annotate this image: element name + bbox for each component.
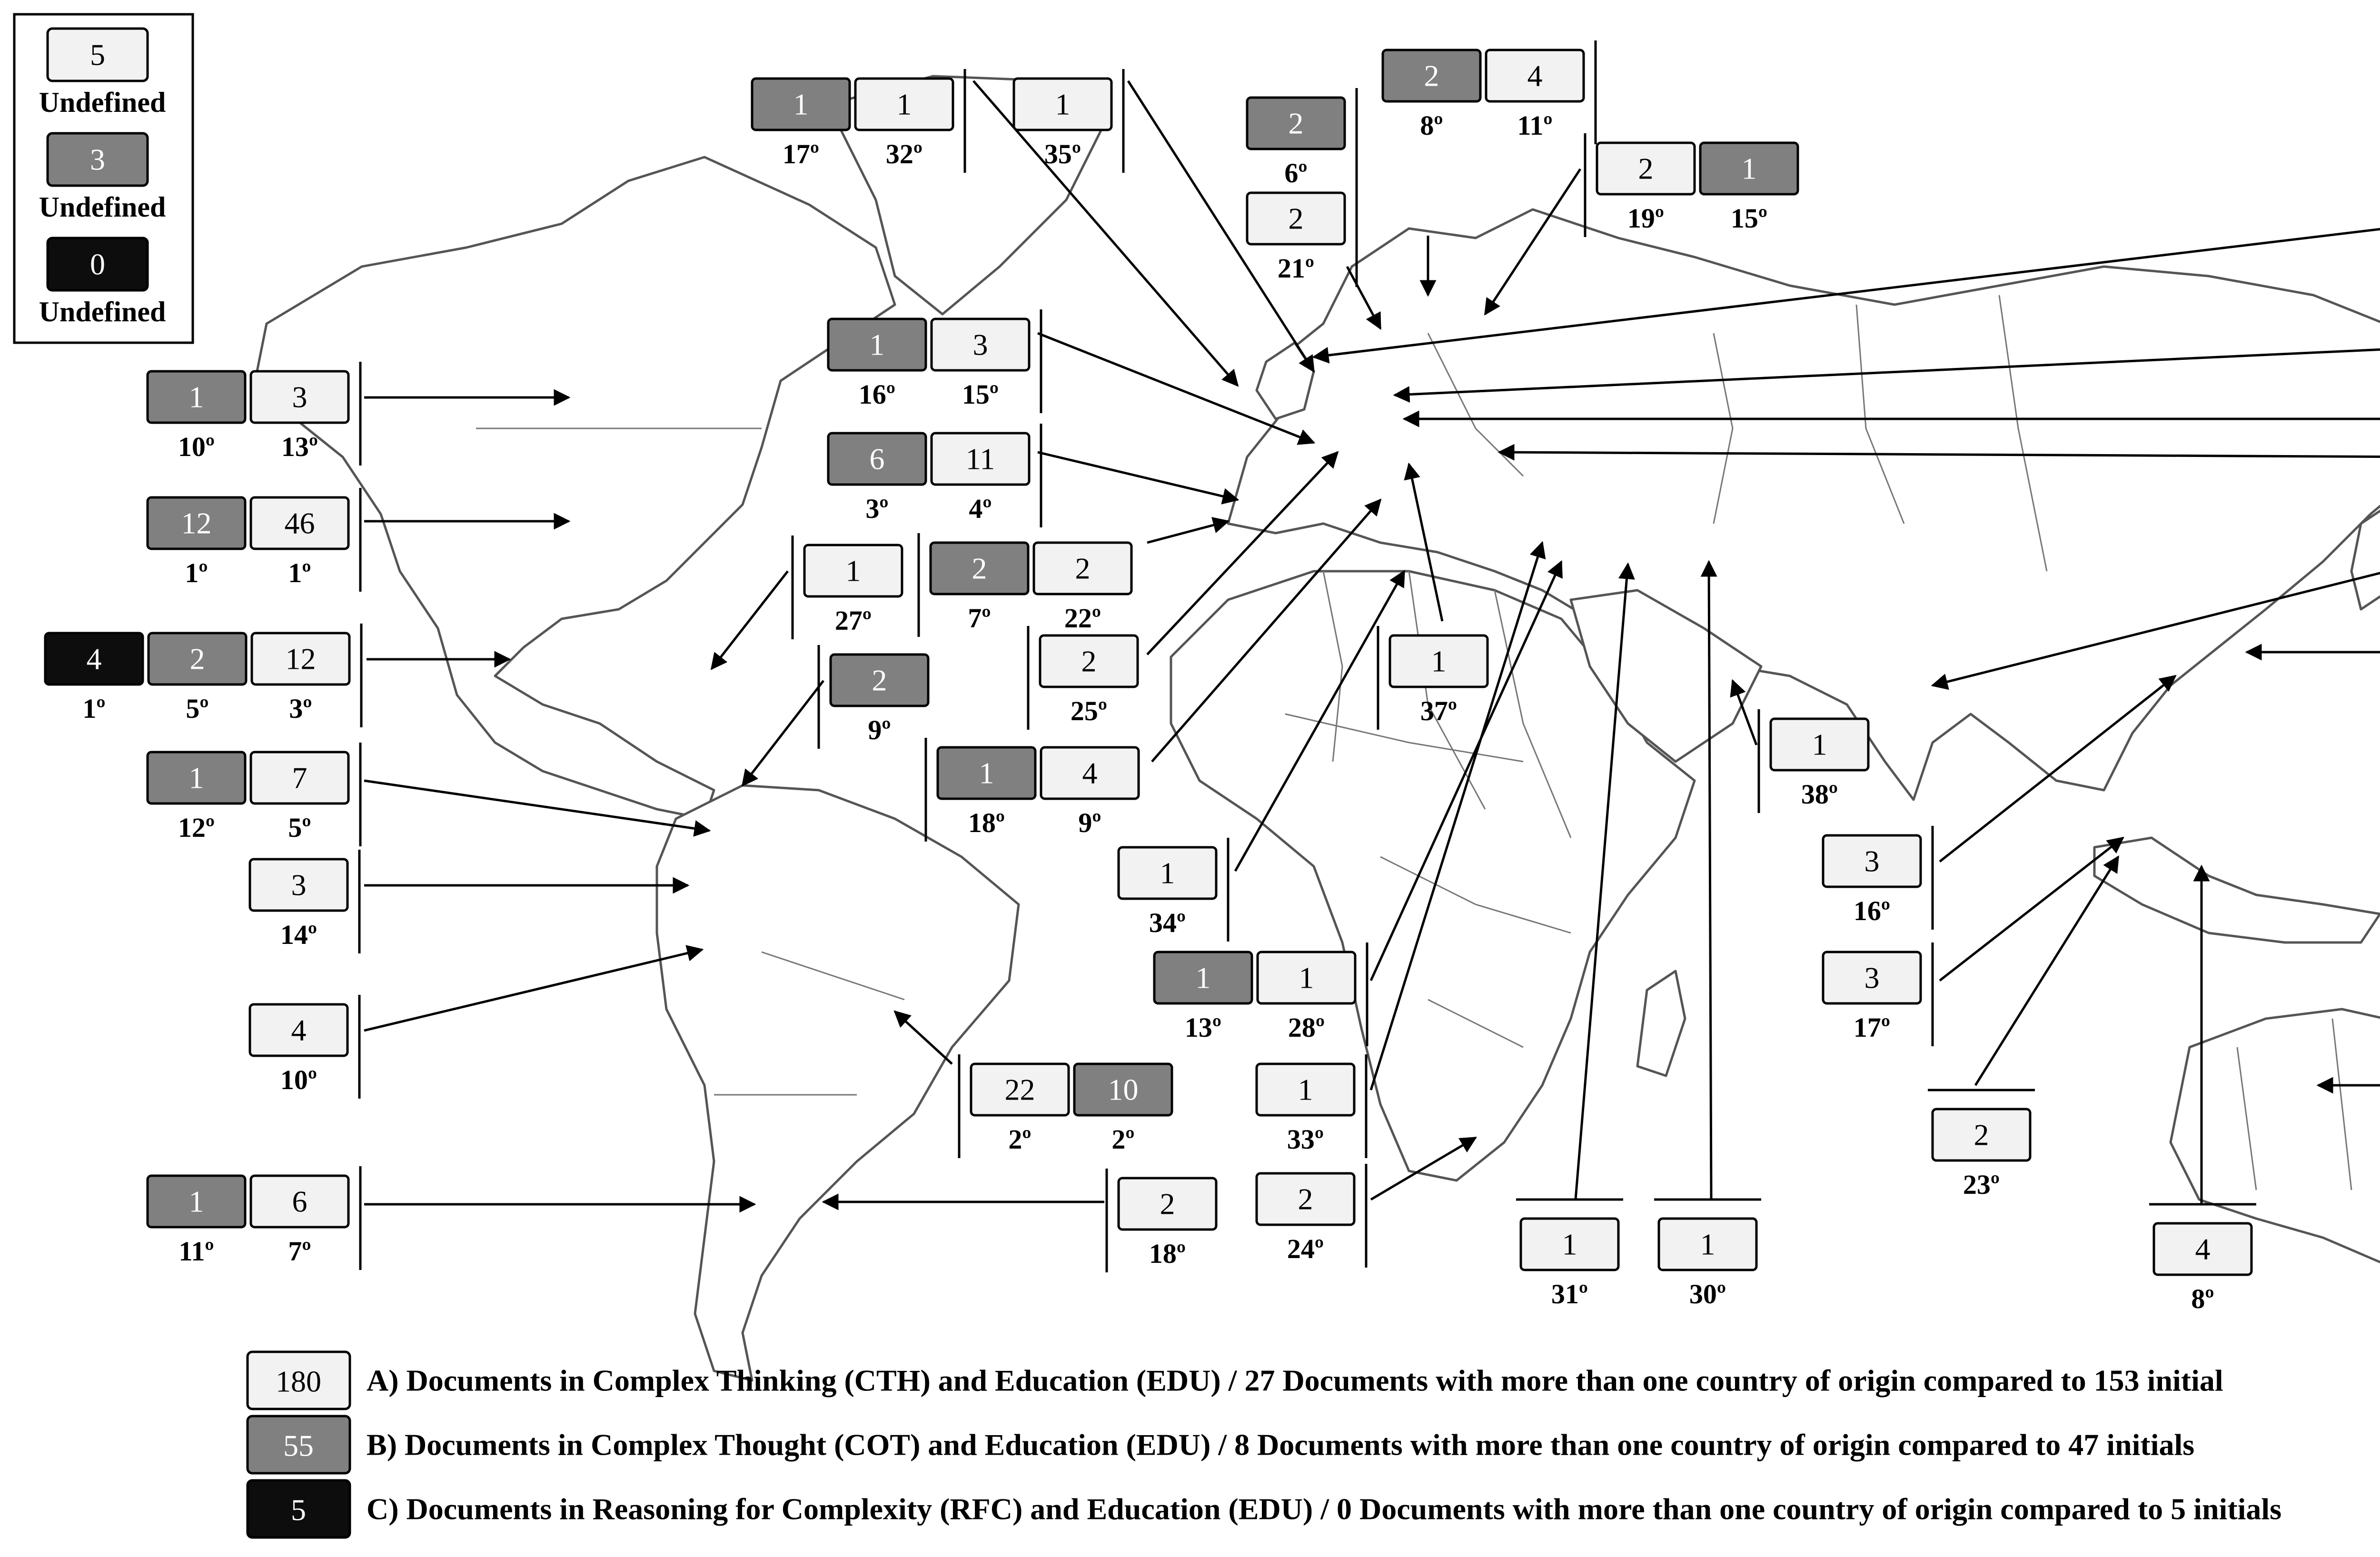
leader-arrow-singapore <box>1975 857 2118 1085</box>
north-america-shape <box>257 157 895 819</box>
rank-label: 15º <box>1730 203 1768 234</box>
count-value: 2 <box>1075 551 1091 585</box>
count-value: 1 <box>1812 727 1827 762</box>
count-value: 1 <box>1055 87 1071 121</box>
leader-arrow-cuba <box>712 571 788 669</box>
rank-label: 5º <box>288 812 311 843</box>
marker-indonesia <box>2149 1204 2256 1314</box>
count-value: 4 <box>291 1013 307 1047</box>
rank-label: 17º <box>782 139 820 169</box>
rank-label: 9º <box>1078 807 1101 838</box>
undefined-label: Undefined <box>39 87 166 118</box>
count-value: 2 <box>189 642 205 676</box>
count-value: 4 <box>1082 756 1098 790</box>
count-value: 1 <box>1299 961 1314 995</box>
marker-saudi-arabia <box>1654 1200 1761 1309</box>
count-value: 1 <box>793 87 809 121</box>
indonesia-shape <box>2094 838 2380 942</box>
rank-label: 23º <box>1963 1169 2000 1200</box>
count-value: 3 <box>972 327 988 362</box>
rank-label: 16º <box>858 379 896 410</box>
rank-label: 1º <box>82 693 106 724</box>
leader-arrow-venezuela <box>743 681 823 785</box>
count-value: 1 <box>188 1184 204 1219</box>
undefined-value: 5 <box>90 38 105 72</box>
rank-label: 32º <box>885 139 923 169</box>
legend-description: B) Documents in Complex Thought (COT) and Education (EDU) / 8 Documents with more than one country of origin compared to 47 initials <box>367 1428 2195 1462</box>
marker-denmark <box>1247 183 1357 287</box>
marker-cuba <box>793 536 902 639</box>
count-value: 1 <box>896 87 912 121</box>
legend-description: C) Documents in Reasoning for Complexity (RFC) and Education (EDU) / 0 Documents with more than one country of origin compared to 5 initials <box>367 1492 2282 1526</box>
count-value: 7 <box>292 761 307 795</box>
rank-label: 30º <box>1689 1279 1726 1309</box>
count-value: 3 <box>292 380 307 414</box>
marker-venezuela <box>819 645 928 749</box>
rank-label: 2º <box>1111 1124 1135 1155</box>
legend-description: A) Documents in Complex Thinking (CTH) and Education (EDU) / 27 Documents with more than one country of origin compared to 153 initial <box>367 1363 2223 1398</box>
marker-cameroon <box>1257 1054 1366 1158</box>
madagascar-shape <box>1637 971 1685 1076</box>
count-value: 10 <box>1108 1072 1139 1107</box>
count-value: 6 <box>292 1184 307 1219</box>
marker-vietnam <box>1823 826 1933 930</box>
count-value: 1 <box>1195 961 1211 995</box>
rank-label: 27º <box>834 605 872 636</box>
count-value: 1 <box>1160 856 1175 890</box>
rank-label: 9º <box>868 714 891 745</box>
marker-south-africa <box>1257 1164 1366 1268</box>
count-value: 1 <box>1741 151 1757 186</box>
rank-label: 8º <box>1420 110 1443 141</box>
count-value: 2 <box>1298 1182 1313 1216</box>
marker-argentina <box>1107 1169 1216 1272</box>
leader-arrow-spain <box>1038 452 1238 500</box>
rank-label: 25º <box>1070 695 1108 726</box>
count-value: 1 <box>1431 644 1447 678</box>
count-value: 4 <box>86 642 102 676</box>
count-value: 4 <box>2195 1232 2211 1266</box>
count-value: 1 <box>869 327 885 362</box>
count-value: 2 <box>972 551 987 585</box>
marker-colombia <box>148 743 360 846</box>
rank-label: 22º <box>1064 603 1101 634</box>
marker-france <box>828 309 1041 413</box>
rank-label: 14º <box>280 919 317 950</box>
marker-greece <box>926 738 1139 842</box>
rank-label: 18º <box>968 807 1005 838</box>
undefined-value: 3 <box>90 142 105 177</box>
count-value: 2 <box>1638 151 1654 186</box>
legend-total: 180 <box>276 1364 321 1398</box>
rank-label: 7º <box>968 603 991 634</box>
count-value: 3 <box>1864 961 1880 995</box>
rank-label: 35º <box>1044 139 1081 169</box>
rank-label: 4º <box>969 493 992 524</box>
count-value: 1 <box>1700 1227 1716 1261</box>
rank-label: 16º <box>1853 895 1891 926</box>
count-value: 46 <box>284 506 315 540</box>
marker-nigeria <box>1154 942 1367 1046</box>
marker-singapore <box>1928 1090 2035 1200</box>
rank-label: 37º <box>1420 695 1458 726</box>
marker-italy <box>1028 626 1138 730</box>
rank-label: 13º <box>1184 1012 1222 1043</box>
leader-arrow-portugal <box>1147 521 1228 543</box>
rank-label: 1º <box>185 557 208 588</box>
count-value: 1 <box>979 756 994 790</box>
rank-label: 3º <box>865 493 889 524</box>
count-value: 11 <box>965 442 995 476</box>
rank-label: 21º <box>1277 253 1315 284</box>
rank-label: 12º <box>178 812 215 843</box>
rank-label: 2º <box>1008 1124 1031 1155</box>
marker-malaysia <box>1823 942 1933 1046</box>
rank-label: 8º <box>2191 1283 2214 1314</box>
legend-total: 5 <box>291 1493 306 1527</box>
rank-label: 15º <box>962 379 999 410</box>
marker-portugal <box>919 533 1131 637</box>
marker-oman <box>1759 709 1868 813</box>
marker-peru <box>250 995 359 1099</box>
rank-label: 18º <box>1149 1238 1186 1269</box>
rank-label: 1º <box>288 557 311 588</box>
marker-usa <box>148 488 360 592</box>
rank-label: 3º <box>289 693 312 724</box>
rank-label: 28º <box>1288 1012 1325 1043</box>
marker-brazil <box>959 1054 1172 1158</box>
undefined-label: Undefined <box>39 191 166 223</box>
rank-label: 33º <box>1287 1124 1324 1155</box>
marker-ecuador <box>250 850 359 953</box>
count-value: 2 <box>1288 201 1304 236</box>
count-value: 2 <box>872 663 887 697</box>
count-value: 3 <box>1864 844 1880 878</box>
legend <box>248 1352 2281 1537</box>
rank-label: 11º <box>178 1236 214 1267</box>
count-value: 2 <box>1081 644 1097 678</box>
count-value: 2 <box>1424 59 1439 93</box>
marker-spain <box>828 424 1041 527</box>
marker-finland <box>1585 133 1798 237</box>
count-value: 1 <box>1298 1072 1313 1107</box>
count-value: 1 <box>1562 1227 1577 1261</box>
marker-mexico <box>45 624 361 727</box>
count-value: 3 <box>291 868 307 902</box>
rank-label: 11º <box>1517 110 1553 141</box>
rank-label: 34º <box>1149 907 1186 938</box>
count-value: 12 <box>181 506 212 540</box>
undefined-value: 0 <box>90 247 105 281</box>
rank-label: 31º <box>1551 1279 1588 1309</box>
marker-israel <box>1516 1200 1623 1309</box>
count-value: 4 <box>1527 59 1543 93</box>
count-value: 1 <box>188 761 204 795</box>
rank-label: 17º <box>1853 1012 1891 1043</box>
rank-label: 38º <box>1801 779 1838 810</box>
marker-sweden <box>1383 40 1596 144</box>
rank-label: 19º <box>1627 203 1665 234</box>
rank-label: 24º <box>1287 1233 1324 1264</box>
count-value: 2 <box>1160 1187 1175 1221</box>
undefined-key <box>14 14 193 343</box>
marker-norway <box>1247 88 1357 192</box>
marker-chile <box>148 1166 360 1270</box>
rank-label: 10º <box>178 431 215 462</box>
count-value: 6 <box>869 442 885 476</box>
count-value: 1 <box>188 380 204 414</box>
marker-tunisia <box>1119 838 1228 942</box>
rank-label: 10º <box>280 1064 317 1095</box>
rank-label: 7º <box>288 1236 311 1267</box>
rank-label: 5º <box>186 693 209 724</box>
count-value: 2 <box>1973 1118 1989 1152</box>
legend-total: 55 <box>283 1428 314 1463</box>
leader-arrow-peru <box>364 950 702 1031</box>
marker-canada <box>148 362 360 466</box>
south-america-shape <box>657 785 1019 1380</box>
count-value: 12 <box>285 642 316 676</box>
count-value: 22 <box>1004 1072 1035 1107</box>
rank-label: 6º <box>1284 158 1308 188</box>
undefined-label: Undefined <box>39 296 166 327</box>
rank-label: 13º <box>281 431 318 462</box>
leader-arrow-malaysia <box>1940 838 2123 981</box>
count-value: 1 <box>845 554 861 588</box>
count-value: 2 <box>1288 106 1304 140</box>
